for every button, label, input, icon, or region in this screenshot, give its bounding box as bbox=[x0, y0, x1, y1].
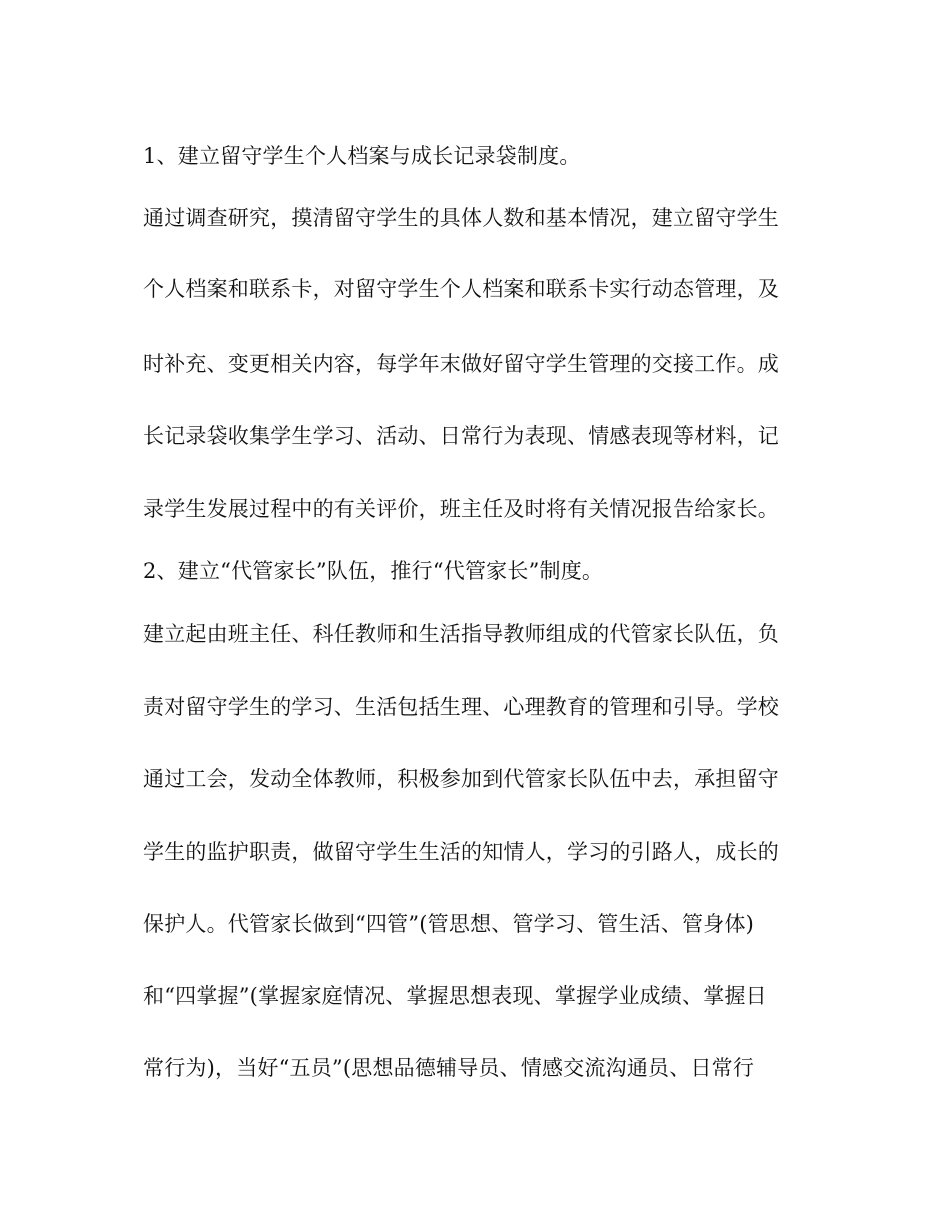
paragraph-line: 时补充、变更相关内容，每学年末做好留守学生管理的交接工作。成 bbox=[143, 352, 779, 376]
paragraph-line: 学生的监护职责，做留守学生生活的知情人，学习的引路人，成长的 bbox=[143, 840, 779, 864]
paragraph-line: 通过工会，发动全体教师，积极参加到代管家长队伍中去，承担留守 bbox=[143, 767, 779, 791]
paragraph-line: 和“四掌握”(掌握家庭情况、掌握思想表现、掌握学业成绩、掌握日 bbox=[143, 984, 767, 1008]
paragraph-line: 个人档案和联系卡，对留守学生个人档案和联系卡实行动态管理，及 bbox=[143, 277, 779, 301]
section-heading-1: 1、建立留守学生个人档案与成长记录袋制度。 bbox=[143, 144, 581, 168]
section-heading-2: 2、建立“代管家长”队伍，推行“代管家长”制度。 bbox=[143, 559, 604, 583]
paragraph-line: 长记录袋收集学生学习、活动、日常行为表现、情感表现等材料，记 bbox=[143, 424, 779, 448]
paragraph-line: 责对留守学生的学习、生活包括生理、心理教育的管理和引导。学校 bbox=[143, 695, 779, 719]
paragraph-line: 保护人。代管家长做到“四管”(管思想、管学习、管生活、管身体) bbox=[143, 912, 755, 936]
paragraph-line: 常行为)，当好“五员”(思想品德辅导员、情感交流沟通员、日常行 bbox=[143, 1056, 755, 1080]
paragraph-line: 通过调查研究，摸清留守学生的具体人数和基本情况，建立留守学生 bbox=[143, 206, 779, 230]
paragraph-line: 录学生发展过程中的有关评价，班主任及时将有关情况报告给家长。 bbox=[143, 497, 779, 521]
paragraph-line: 建立起由班主任、科任教师和生活指导教师组成的代管家长队伍，负 bbox=[143, 622, 779, 646]
